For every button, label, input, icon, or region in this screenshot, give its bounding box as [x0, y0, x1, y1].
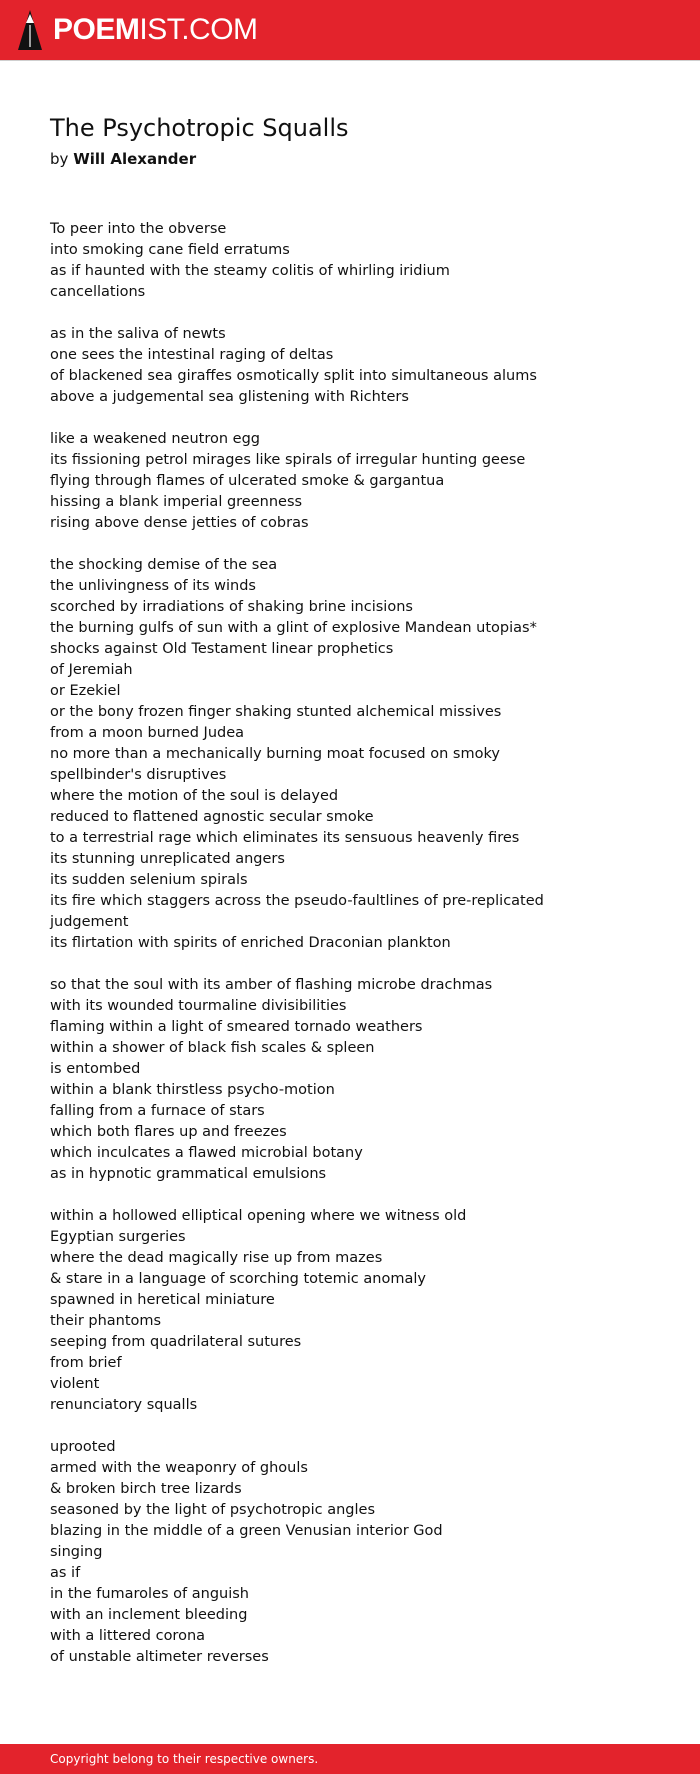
poem-line: its stunning unreplicated angers: [50, 851, 285, 867]
site-header: [0, 0, 700, 61]
copyright-notice: Copyright belong to their respective owners.: [50, 1752, 319, 1766]
poem-line: falling from a furnace of stars: [50, 1103, 265, 1119]
poem-line: & stare in a language of scorching totemic anomaly: [50, 1271, 426, 1287]
poem-line: seasoned by the light of psychotropic angles: [50, 1502, 376, 1518]
logo-text: [53, 9, 258, 51]
poem-line: rising above dense jetties of cobras: [50, 515, 309, 531]
poem-line: judgement: [50, 914, 129, 930]
poem-line: where the motion of the soul is delayed: [50, 788, 339, 804]
poem-line: hissing a blank imperial greenness: [50, 494, 303, 510]
poem-line: within a hollowed elliptical opening where we witness old: [50, 1208, 467, 1224]
poem-stanza: [50, 219, 670, 303]
poem-line: its fire which staggers across the pseudo-faultlines of pre-replicated: [50, 893, 544, 909]
poem-stanza: [50, 429, 670, 534]
poem-line: uprooted: [50, 1439, 116, 1455]
logo-text-light: IST.COM: [139, 13, 258, 46]
poem-line: or Ezekiel: [50, 683, 121, 699]
poem-line: into smoking cane field erratums: [50, 242, 290, 258]
poem-line: which inculcates a flawed microbial botany: [50, 1145, 363, 1161]
poem-line: from a moon burned Judea: [50, 725, 245, 741]
poem-byline: [50, 149, 196, 169]
poem-line: within a shower of black fish scales & spleen: [50, 1040, 375, 1056]
poem-stanza: [50, 324, 670, 408]
poem-line: armed with the weaponry of ghouls: [50, 1460, 308, 1476]
poem-line: as if: [50, 1565, 81, 1581]
poem-line: To peer into the obverse: [50, 221, 227, 237]
poem-line: or the bony frozen finger shaking stunted alchemical missives: [50, 704, 502, 720]
poem-line: to a terrestrial rage which eliminates its sensuous heavenly fires: [50, 830, 520, 846]
poem-line: as in hypnotic grammatical emulsions: [50, 1166, 327, 1182]
poem-line: where the dead magically rise up from mazes: [50, 1250, 383, 1266]
poem-line: like a weakened neutron egg: [50, 431, 260, 447]
pen-nib-icon: [17, 9, 43, 51]
poem-line: their phantoms: [50, 1313, 162, 1329]
poem-line: the shocking demise of the sea: [50, 557, 278, 573]
poem-stanza: [50, 1437, 670, 1668]
poem-line: spawned in heretical miniature: [50, 1292, 275, 1308]
poem-author[interactable]: Will Alexander: [73, 150, 197, 168]
site-logo[interactable]: [17, 9, 258, 51]
poem-line: as in the saliva of newts: [50, 326, 226, 342]
poem-body: [50, 219, 670, 1689]
poem-line: its flirtation with spirits of enriched Draconian plankton: [50, 935, 451, 951]
poem-line: its fissioning petrol mirages like spirals of irregular hunting geese: [50, 452, 526, 468]
poem-line: blazing in the middle of a green Venusian interior God: [50, 1523, 443, 1539]
poem-stanza: [50, 555, 670, 954]
poem-line: of Jeremiah: [50, 662, 133, 678]
poem-line: as if haunted with the steamy colitis of whirling iridium: [50, 263, 450, 279]
poem-line: shocks against Old Testament linear prophetics: [50, 641, 394, 657]
poem-line: scorched by irradiations of shaking brine incisions: [50, 599, 413, 615]
poem-line: with its wounded tourmaline divisibilities: [50, 998, 347, 1014]
poem-line: singing: [50, 1544, 103, 1560]
poem-line: flying through flames of ulcerated smoke & gargantua: [50, 473, 445, 489]
poem-line: seeping from quadrilateral sutures: [50, 1334, 302, 1350]
poem-line: no more than a mechanically burning moat focused on smoky: [50, 746, 500, 762]
poem-line: the unlivingness of its winds: [50, 578, 256, 594]
poem-line: which both flares up and freezes: [50, 1124, 287, 1140]
logo-text-strong: POEM: [53, 13, 140, 46]
poem-line: reduced to flattened agnostic secular smoke: [50, 809, 374, 825]
poem-line: violent: [50, 1376, 100, 1392]
poem-line: of blackened sea giraffes osmotically split into simultaneous alums: [50, 368, 537, 384]
poem-line: flaming within a light of smeared tornado weathers: [50, 1019, 423, 1035]
poem-line: renunciatory squalls: [50, 1397, 198, 1413]
site-footer: [0, 1744, 700, 1774]
poem-line: one sees the intestinal raging of deltas: [50, 347, 334, 363]
poem-title: The Psychotropic Squalls: [50, 114, 349, 142]
poem-line: & broken birch tree lizards: [50, 1481, 242, 1497]
poem-line: the burning gulfs of sun with a glint of explosive Mandean utopias*: [50, 620, 537, 636]
poem-line: spellbinder's disruptives: [50, 767, 227, 783]
poem-line: in the fumaroles of anguish: [50, 1586, 249, 1602]
poem-line: within a blank thirstless psycho-motion: [50, 1082, 335, 1098]
poem-line: cancellations: [50, 284, 146, 300]
poem-line: of unstable altimeter reverses: [50, 1649, 269, 1665]
poem-line: is entombed: [50, 1061, 141, 1077]
poem-line: with a littered corona: [50, 1628, 206, 1644]
poem-stanza: [50, 1206, 670, 1416]
poem-line: its sudden selenium spirals: [50, 872, 248, 888]
poem-line: from brief: [50, 1355, 122, 1371]
poem-line: Egyptian surgeries: [50, 1229, 186, 1245]
poem-line: above a judgemental sea glistening with Richters: [50, 389, 409, 405]
poem-line: so that the soul with its amber of flashing microbe drachmas: [50, 977, 493, 993]
byline-label: by: [50, 150, 69, 168]
poem-line: with an inclement bleeding: [50, 1607, 248, 1623]
poem-stanza: [50, 975, 670, 1185]
